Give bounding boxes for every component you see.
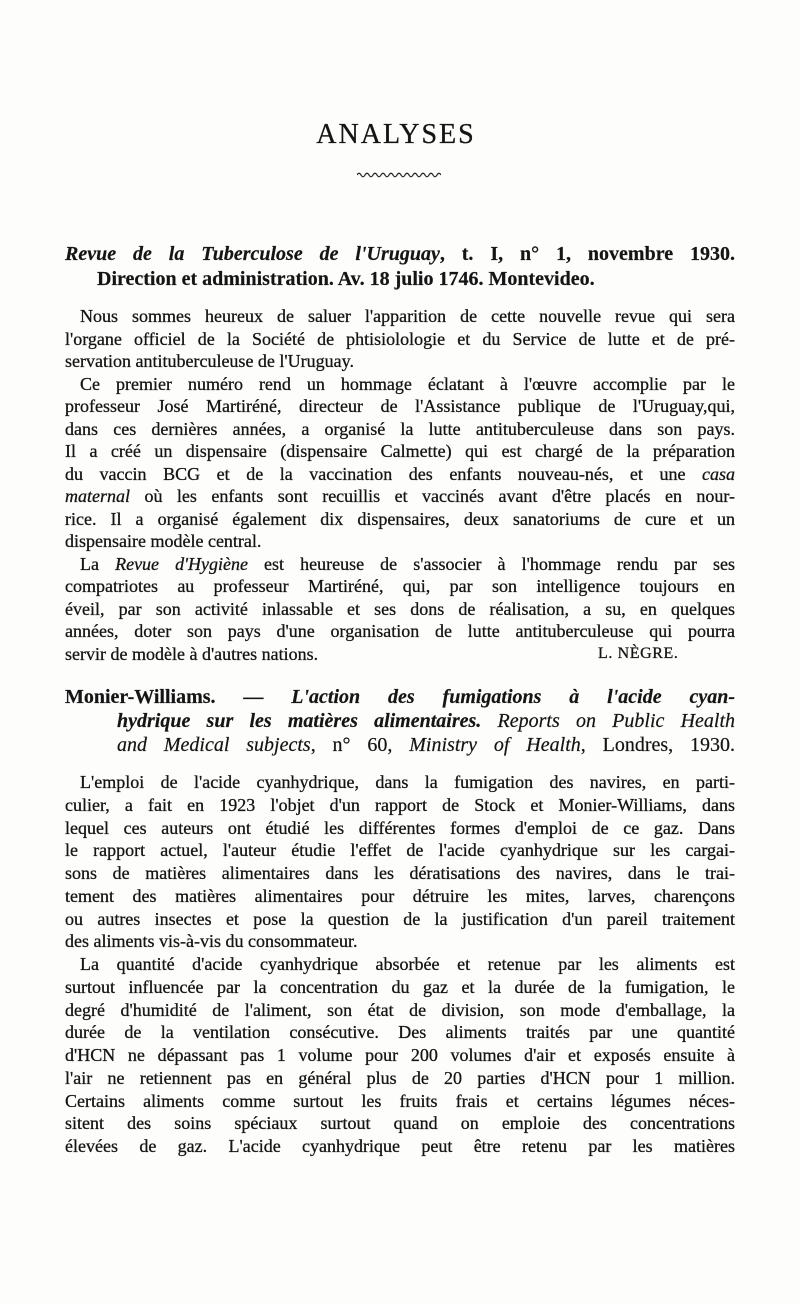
text-line: tement des matières alimentaires pour détruire les mites, larves, charençons [65,885,735,906]
heading-line [65,733,735,757]
journal-title: Revue de la Tuberculose de l'Uruguay [65,243,440,265]
text-line: Nous sommes heureux de saluer l'apparition de cette nouvelle revue qui sera [80,306,735,326]
text-line: d'HCN ne dépassant pas 1 volume pour 200 volumes d'air et exposés ensuite à [65,1045,735,1065]
text-line: professeur José Martiréné, directeur de l'Assistance publique de l'Uruguay,qui, [65,396,735,416]
text-line [65,643,735,666]
heading-line [65,709,735,733]
text-line: compatriotes au professeur Martiréné, qui, par son intelligence toujours en [65,576,735,596]
text-line: Ce premier numéro rend un hommage éclatant à l'œuvre accomplie par le [80,373,735,394]
heading-line [65,242,735,267]
text-segment: servir de modèle à d'autres nations. [65,643,319,664]
text-line: lequel ces auteurs ont étudié les différentes formes d'emploi de ce gaz. Dans [65,817,735,838]
text-line: l'air ne retiennent pas en général plus de 20 parties d'HCN pour 1 million. [65,1067,735,1088]
italic-term: maternal [65,486,130,506]
text-line: sitent des soins spéciaux surtout quand on emploie des concentrations [65,1113,735,1134]
article-publisher: Ministry of Health [409,734,581,756]
text-line: dispensaire modèle central. [65,531,262,551]
text-line: le rapport actuel, l'auteur étudie l'effet de l'acide cyanhydrique sur les cargai- [65,840,735,861]
article-title: hydrique sur les matières alimentaires. [117,710,482,732]
article-source: Reports on Public Health [497,710,736,732]
text-line: l'organe officiel de la Société de phtisiolologie et du Service de lutte et de pré- [65,328,735,349]
article-source: and Medical subjects [117,734,311,756]
text-line [65,485,735,508]
text-line: Il a créé un dispensaire (dispensaire Calmette) qui est chargé de la préparation [65,441,735,461]
text-line: éveil, par son activité inlassable et ses dons de réalisation, a su, en quelques [65,598,735,619]
section-title: ANALYSES [316,119,476,150]
journal-address: Direction et administration. Av. 18 julio 1746. Montevideo. [97,268,595,290]
author-signature: L. NÈGRE. [598,644,679,662]
text-line: élevées de gaz. L'acide cyanhydrique peut être retenu par les matières [65,1136,735,1156]
review-1-heading [65,242,735,292]
article-place-year: , Londres, 1930. [580,734,736,756]
text-line: années, doter son pays d'une organisation de lutte antituberculeuse qui pourra [65,621,735,641]
text-segment: du vaccin BCG et de la vaccination des enfants nouveau-nés, et une [65,463,686,484]
article-number: , n° 60, [310,734,393,756]
article-title: L'action des fumigations à l'acide cyan- [291,686,735,708]
italic-term: Revue d'Hygiène [115,553,248,574]
text-line: culier, a fait en 1923 l'objet d'un rapport de Stock et Monier-Williams, dans [65,794,735,815]
text-line [65,463,735,486]
paragraph [65,373,735,553]
text-line: rice. Il a organisé également dix dispensaires, deux sanatoriums de cure et un [65,508,735,529]
review-1-body [65,305,735,665]
text-line [65,553,735,576]
text-segment: La [80,553,99,574]
review-2-heading [65,685,735,757]
text-line: surtout influencée par la concentration du gaz et la durée de la fumigation, le [65,976,735,997]
paragraph [65,953,735,1158]
review-2-body [65,771,735,1158]
italic-term: casa [702,463,736,484]
text-line: La quantité d'acide cyanhydrique absorbée et retenue par les aliments est [80,954,735,974]
text-line: ou autres insectes et pose la question de la justification d'un pareil traitement [65,908,735,929]
paragraph [65,553,735,666]
text-line: L'emploi de l'acide cyanhydrique, dans la fumigation des navires, en parti- [80,772,735,792]
text-line: servation antituberculeuse de l'Uruguay. [65,351,354,371]
text-line: durée de la ventilation consécutive. Des aliments traités par une quantité [65,1022,735,1043]
paragraph [65,305,735,373]
text-line: degré d'humidité de l'aliment, son état de division, son mode d'emballage, la [65,999,735,1020]
text-segment: est heureuse de s'associer à l'hommage rendu par ses [264,553,736,574]
heading-line [65,685,735,709]
heading-dash: — [243,686,264,708]
paragraph [65,771,735,953]
text-segment: où les enfants sont recuillis et vaccinés avant d'être placés en nour- [144,486,736,506]
text-line: Certains aliments comme surtout les fruits frais et certains légumes néces- [65,1090,735,1111]
text-line: sons de matières alimentaires dans les dératisations des navires, dans le trai- [65,863,735,883]
ornament-divider [357,170,441,180]
text-line: des aliments vis-à-vis du consommateur. [65,931,358,952]
text-line: dans ces dernières années, a organisé la lutte antituberculeuse dans son pays. [65,418,735,439]
journal-issue: , t. I, n° 1, novembre 1930. [439,243,736,265]
heading-line [65,267,735,292]
article-author: Monier-Williams. [65,686,216,708]
